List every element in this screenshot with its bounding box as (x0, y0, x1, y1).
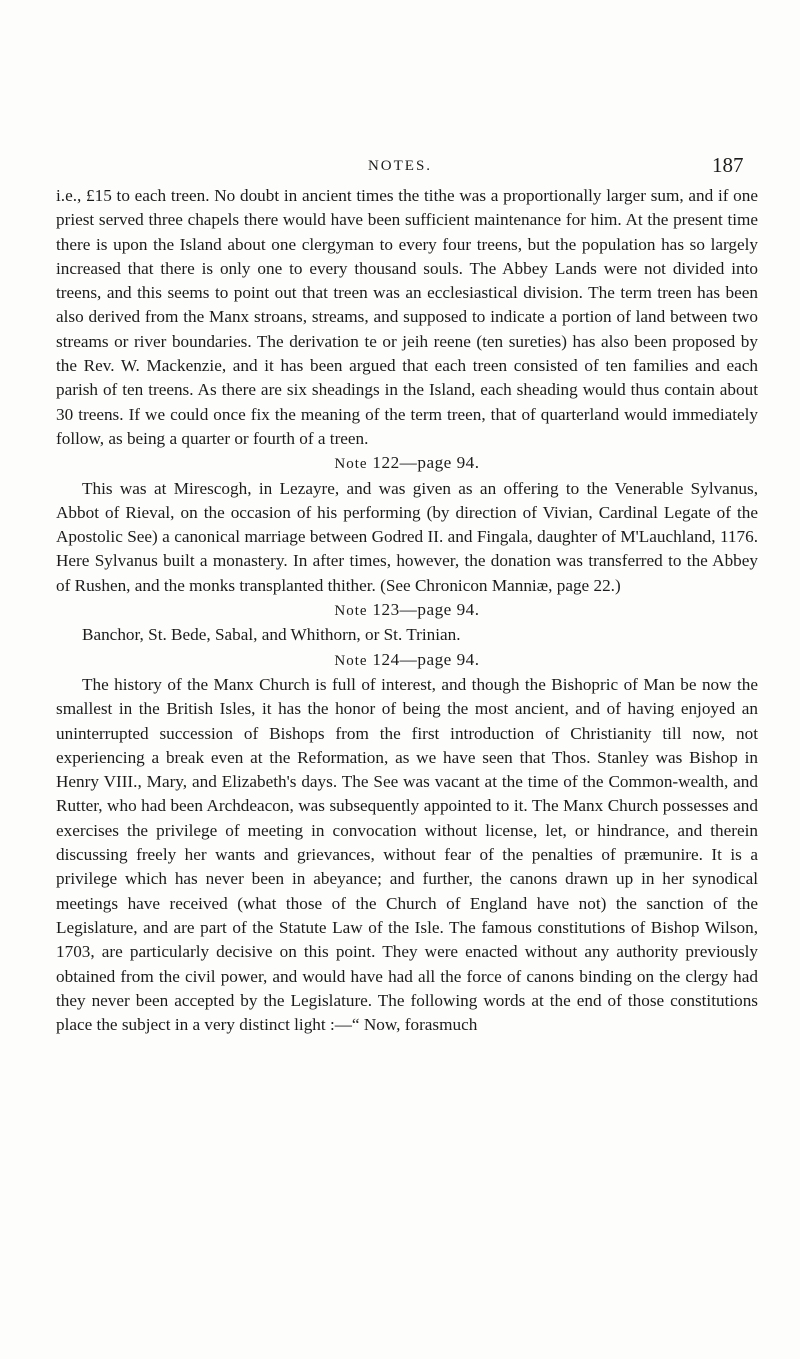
note-heading-ref: 124—page 94. (372, 649, 480, 669)
note-paragraph-124: The history of the Manx Church is full of interest, and though the Bishopric of Man be now the smallest in the British Isles, it has the honor of being the most ancient, and of having enjoyed an uninterrupted succession of Bishops from the first introduction of Christianity till now, not experiencing a break even at the Reformation, as we have seen that Thos. Stanley was Bishop in Henry VIII., Mary, and Elizabeth's days. The See was vacant at the time of the Common-wealth, and Rutter, who had been Archdeacon, was subsequently appointed to it. The Manx Church possesses and exercises the privilege of meeting in convocation without license, let, or hindrance, and therein discussing freely her wants and grievances, without fear of the penalties of præmunire. It is a privilege which has never been in abeyance; and further, the canons drawn up in her synodical meetings have received (what those of the Church of England have not) the sanction of the Legislature, and are part of the Statute Law of the Isle. The famous constitutions of Bishop Wilson, 1703, are particularly decisive on this point. They were enacted without any authority previously obtained from the civil power, and would have had all the force of canons binding on the clergy had they never been accepted by the Legislature. The following words at the end of those constitutions place the subject in a very distinct light :—“ Now, forasmuch (56, 674, 758, 1035)
note-heading-word: Note (334, 652, 368, 669)
note-heading-122 (56, 451, 758, 476)
note-heading-ref: 122—page 94. (372, 453, 480, 473)
note-heading-ref: 123—page 94. (372, 600, 480, 620)
note-heading-123 (56, 598, 758, 623)
note-paragraph-122: This was at Mirescogh, in Lezayre, and was given as an offering to the Venerable Sylvanus, Abbot of Rieval, on the occasion of his performing (by direction of Vivian, Cardinal Legate of the Apostolic See) a canonical marriage between Godred II. and Fingala, daughter of M'Lauchland, 1176. Here Sylvanus built a monastery. In after times, however, the donation was transferred to the Abbey of Rushen, and the monks transplanted thither. (See Chronicon Manniæ, page 22.) (56, 478, 758, 595)
note-paragraph-123: Banchor, St. Bede, Sabal, and Whithorn, or St. Trinian. (82, 625, 461, 645)
note-heading-124 (56, 648, 758, 673)
page-number: 187 (712, 153, 744, 177)
note-heading-word: Note (334, 603, 368, 620)
continuation-paragraph: i.e., £15 to each treen. No doubt in ancient times the tithe was a proportionally larger sum, and if one priest served three chapels there would have been sufficient maintenance for him. At the present time there is upon the Island about one clergyman to every four treens, but the population has so largely increased that there is only one to every thousand souls. The Abbey Lands were not divided into treens, and this seems to point out that treen was an ecclesiastical division. The term treen has been also derived from the Manx stroans, streams, and supposed to indicate a portion of land between two streams or river boundaries. The derivation te or jeih reene (ten sureties) has also been proposed by the Rev. W. Mackenzie, and it has been argued that each treen consisted of ten families and each parish of ten treens. As there are six sheadings in the Island, each sheading would thus contain about 30 treens. If we could once fix the meaning of the term treen, that of quarterland would immediately follow, as being a quarter or fourth of a treen. (56, 186, 758, 448)
note-heading-word: Note (334, 456, 368, 473)
running-head: NOTES. (367, 158, 433, 174)
body-text (56, 184, 758, 1037)
